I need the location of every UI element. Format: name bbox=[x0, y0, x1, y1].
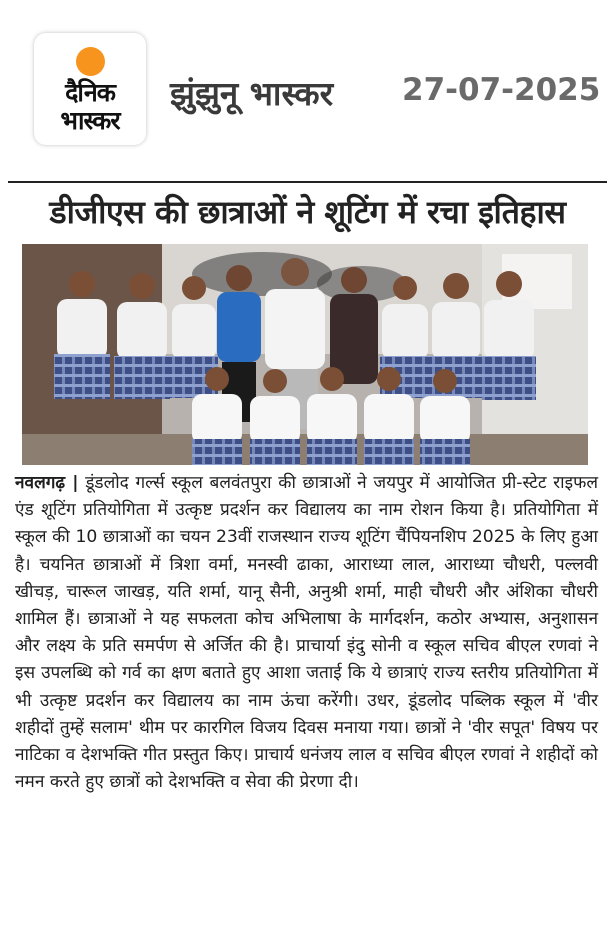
article-dateline: नवलगढ़ | bbox=[15, 473, 79, 493]
article-body bbox=[15, 470, 598, 796]
group-photo-icon bbox=[22, 244, 588, 465]
masthead bbox=[0, 0, 615, 165]
article-photo bbox=[22, 244, 588, 465]
city-edition-title: झुंझुनू भास्कर bbox=[170, 74, 334, 113]
publication-date: 27-07-2025 bbox=[402, 72, 601, 108]
header-divider bbox=[8, 181, 607, 183]
sun-icon bbox=[76, 47, 105, 76]
logo-text-line1: दैनिक bbox=[65, 78, 115, 107]
dainik-bhaskar-logo bbox=[34, 33, 146, 145]
article-headline: डीजीएस की छात्राओं ने शूटिंग में रचा इतिहास bbox=[49, 193, 566, 231]
logo-text-line2: भास्कर bbox=[60, 106, 120, 135]
article-body-text: डूंडलोद गर्ल्स स्कूल बलवंतपुरा की छात्राओं ने जयपुर में आयोजित प्री-स्टेट राइफल एंड शूटिंग प्रतियोगिता में उत्कृष्ट प्रदर्शन कर विद्यालय का नाम रोशन किया है। प्रतियोगिता में स्कूल की 10 छात्राओं का चयन 23वीं राजस्थान राज्य शूटिंग चैंपियनशिप 2025 के लिए हुआ है। चयनित छात्राओं में त्रिशा वर्मा, मनस्वी ढाका, आराध्या लाल, आराध्या चौधरी, पल्लवी खीचड़, चारूल जाखड़, यति शर्मा, यानू सैनी, अनुश्री शर्मा, माही चौधरी और अंशिका चौधरी शामिल हैं। छात्राओं ने यह सफलता कोच अभिलाषा के मार्गदर्शन, कठोर अभ्यास, अनुशासन और लक्ष्य के प्रति समर्पण से अर्जित की है। प्राचार्या इंदु सोनी व स्कूल सचिव बीएल रणवां ने इस उपलब्धि को गर्व का क्षण बताते हुए आशा जताई कि ये छात्राएं राज्य स्तरीय प्रतियोगिता में भी उत्कृष्ट प्रदर्शन कर विद्यालय का नाम ऊंचा करेंगी। उधर, डूंडलोद पब्लिक स्कूल में 'वीर शहीदों तुम्हें सलाम' थीम पर कारगिल विजय दिवस मनाया गया। छात्रों ने 'वीर सपूत' विषय पर नाटिका व देशभक्ति गीत प्रस्तुत किए। प्राचार्य धनंजय लाल व सचिव बीएल रणवां ने शहीदों को नमन करते हुए छात्रों को देशभक्ति व सेवा की प्रेरणा दी। bbox=[15, 473, 598, 793]
